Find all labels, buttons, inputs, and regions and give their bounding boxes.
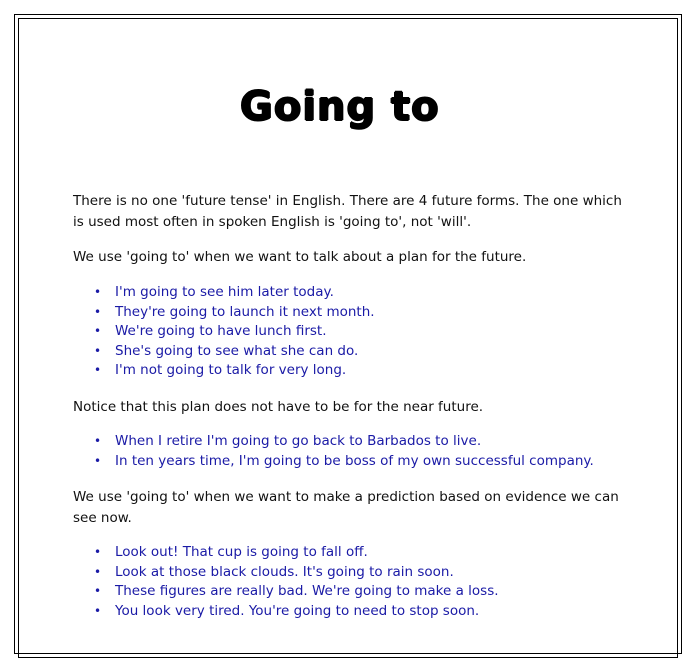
bullet-icon: • [94,564,102,579]
near-future-examples-list [94,432,594,471]
list-item: • I'm not going to talk for very long. [94,361,375,381]
list-item: • In ten years time, I'm going to be boss of my own successful company. [94,452,594,472]
bullet-icon: • [94,304,102,319]
list-item: • She's going to see what she can do. [94,342,375,362]
page-title: Going to [240,84,440,130]
plan-paragraph: We use 'going to' when we want to talk about a plan for the future. [73,249,527,265]
list-item: • Look at those black clouds. It's going to rain soon. [94,563,499,583]
list-item: • Look out! That cup is going to fall off. [94,543,499,563]
prediction-examples-list [94,543,499,621]
bullet-icon: • [94,584,102,598]
list-item: • These figures are really bad. We're going to make a loss. [94,582,499,602]
bullet-icon: • [94,603,102,618]
intro-paragraph: There is no one 'future tense' in English. There are 4 future forms. The one which is used most often in spoken English is 'going to', not 'will'. [73,193,622,230]
bullet-icon: • [94,285,102,299]
near-future-paragraph: Notice that this plan does not have to be for the near future. [73,399,484,415]
bullet-icon: • [94,453,102,468]
list-item: • I'm going to see him later today. [94,283,375,303]
bullet-icon: • [94,343,102,358]
plan-examples-list [94,283,375,381]
bullet-icon: • [94,363,102,377]
bullet-icon: • [94,324,102,338]
list-item: • They're going to launch it next month. [94,303,375,323]
bullet-icon: • [94,545,102,559]
list-item: • When I retire I'm going to go back to Barbados to live. [94,432,594,452]
list-item: • You look very tired. You're going to need to stop soon. [94,602,499,622]
list-item: • We're going to have lunch first. [94,322,375,342]
bullet-icon: • [94,434,102,448]
prediction-paragraph: We use 'going to' when we want to make a prediction based on evidence we can see now. [73,489,619,526]
